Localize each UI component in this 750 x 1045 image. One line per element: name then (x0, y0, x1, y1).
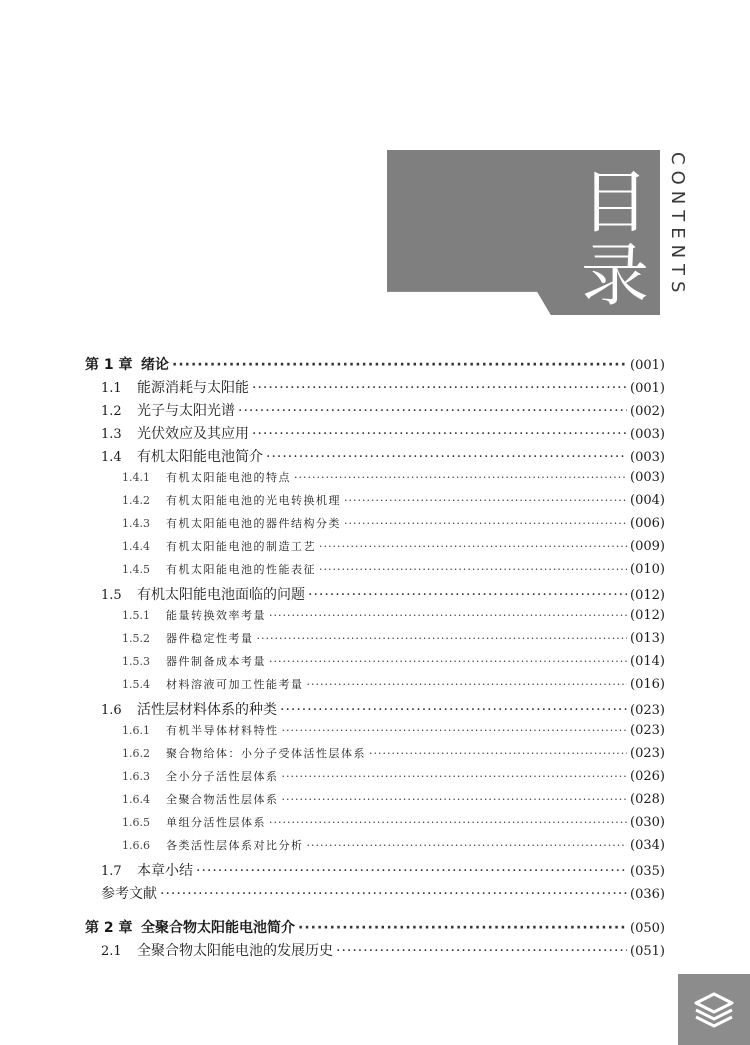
toc-title: 能量转换效率考量 (166, 609, 266, 622)
toc-subsection[interactable] (122, 469, 665, 485)
toc-leader-dots (319, 563, 627, 576)
toc-leader-dots (344, 494, 627, 507)
toc-subsection[interactable] (122, 607, 665, 623)
toc-number: 2.1 (101, 944, 122, 959)
toc-title: 有机太阳能电池的特点 (166, 471, 291, 484)
toc-leader-dots (336, 943, 627, 959)
toc-page-number: (030) (630, 815, 665, 830)
toc-leader-dots (282, 724, 628, 737)
toc-number: 1.5.1 (122, 609, 150, 622)
toc-page-number: (002) (630, 404, 665, 419)
toc-page-number: (023) (630, 723, 665, 738)
toc-leader-dots (269, 816, 627, 829)
toc-number: 1.4.2 (122, 494, 150, 507)
toc-leader-dots (307, 839, 628, 852)
toc-subsection[interactable] (122, 745, 665, 761)
toc-section[interactable] (101, 699, 665, 719)
toc-leader-dots (280, 702, 627, 718)
toc-title: 有机太阳能电池的光电转换机理 (166, 494, 341, 507)
toc-number: 1.4.5 (122, 563, 150, 576)
toc-section[interactable] (101, 860, 665, 880)
toc-chapter[interactable] (85, 917, 665, 937)
toc-leader-dots (282, 770, 628, 783)
toc-leader-dots (238, 403, 627, 419)
toc-subsection[interactable] (122, 814, 665, 830)
toc-subsection[interactable] (122, 768, 665, 784)
toc-title: 聚合物给体：小分子受体活性层体系 (166, 747, 366, 760)
toc-number: 1.1 (101, 381, 122, 396)
layers-icon (692, 988, 736, 1032)
toc-title: 有机太阳能电池面临的问题 (137, 587, 305, 603)
toc-title: 有机太阳能电池的性能表征 (166, 563, 316, 576)
toc-number: 1.6.2 (122, 747, 150, 760)
toc-page-number: (010) (630, 562, 665, 577)
toc-leader-dots (252, 380, 627, 396)
toc-leader-dots (269, 609, 627, 622)
toc-leader-dots (269, 655, 627, 668)
toc-section[interactable] (101, 377, 665, 397)
toc-page-number: (026) (630, 769, 665, 784)
toc-title: 光伏效应及其应用 (137, 426, 249, 442)
page-title-char-1: 目 (580, 164, 649, 243)
toc-title: 有机太阳能电池简介 (137, 449, 263, 465)
toc-subsection[interactable] (122, 515, 665, 531)
toc-page-number: (001) (630, 358, 665, 373)
toc-subsection[interactable] (122, 791, 665, 807)
toc-page-number: (014) (630, 654, 665, 669)
toc-leader-dots (344, 517, 627, 530)
toc-subsection[interactable] (122, 676, 665, 692)
toc-title: 本章小结 (137, 863, 193, 879)
toc-number: 1.4.3 (122, 517, 150, 530)
toc-leader-dots (266, 449, 627, 465)
toc-subsection[interactable] (122, 538, 665, 554)
toc-page-number: (034) (630, 838, 665, 853)
toc-subsection[interactable] (122, 630, 665, 646)
toc-title: 各类活性层体系对比分析 (166, 839, 304, 852)
toc-page-number: (006) (630, 516, 665, 531)
toc-leader-dots (257, 632, 628, 645)
toc-number: 1.4.4 (122, 540, 150, 553)
toc-page-number: (028) (630, 792, 665, 807)
toc-subsection[interactable] (122, 837, 665, 853)
toc-leader-dots (252, 426, 627, 442)
toc-title: 光子与太阳光谱 (137, 403, 235, 419)
toc-leader-dots (172, 357, 627, 373)
toc-title: 绪论 (141, 357, 169, 373)
toc-title: 器件稳定性考量 (166, 632, 254, 645)
toc-title: 全小分子活性层体系 (166, 770, 279, 783)
toc-page-number: (016) (630, 677, 665, 692)
toc-page-number: (036) (630, 887, 665, 902)
toc-number: 第 1 章 (85, 357, 133, 373)
toc-page-number: (004) (630, 493, 665, 508)
toc-page-number: (012) (630, 608, 665, 623)
toc-section[interactable] (101, 584, 665, 604)
toc-section[interactable] (101, 940, 665, 960)
toc-leader-dots (308, 587, 627, 603)
toc-leader-dots (307, 678, 628, 691)
toc-title: 全聚合物活性层体系 (166, 793, 279, 806)
toc-number: 1.6.1 (122, 724, 150, 737)
toc-leader-dots (282, 793, 628, 806)
toc-section[interactable] (101, 883, 665, 903)
page-title-char-2: 录 (580, 237, 649, 316)
toc-number: 1.6.5 (122, 816, 150, 829)
toc-leader-dots (298, 920, 627, 936)
toc-title: 有机半导体材料特性 (166, 724, 279, 737)
contents-label: CONTENTS (667, 152, 688, 299)
toc-number: 1.4 (101, 450, 122, 465)
toc-subsection[interactable] (122, 722, 665, 738)
toc-page-number: (003) (630, 450, 665, 465)
toc-page-number: (003) (630, 427, 665, 442)
toc-title: 材料溶液可加工性能考量 (166, 678, 304, 691)
toc-page-number: (035) (630, 864, 665, 879)
toc-number: 1.7 (101, 864, 122, 879)
toc-page-number: (050) (630, 921, 665, 936)
toc-section[interactable] (101, 400, 665, 420)
toc-number: 1.5.4 (122, 678, 150, 691)
toc-number: 1.5.3 (122, 655, 150, 668)
toc-number: 1.6.6 (122, 839, 150, 852)
toc-number: 1.3 (101, 427, 122, 442)
toc-leader-dots (160, 886, 627, 902)
toc-number: 1.6 (101, 703, 122, 718)
toc-number: 第 2 章 (85, 920, 133, 936)
toc-title: 全聚合物太阳能电池简介 (141, 920, 295, 936)
toc-page-number: (009) (630, 539, 665, 554)
toc-subsection[interactable] (122, 561, 665, 577)
toc-section[interactable] (101, 423, 665, 443)
toc-page-number: (012) (630, 588, 665, 603)
toc-subsection[interactable] (122, 492, 665, 508)
toc-leader-dots (196, 863, 627, 879)
toc-page-number: (051) (630, 944, 665, 959)
toc-leader-dots (294, 471, 627, 484)
toc-title: 活性层材料体系的种类 (137, 702, 277, 718)
toc-section[interactable] (101, 446, 665, 466)
toc-number: 1.4.1 (122, 471, 150, 484)
toc-number: 1.5 (101, 588, 122, 603)
toc-title: 有机太阳能电池的制造工艺 (166, 540, 316, 553)
toc-leader-dots (369, 747, 627, 760)
toc-page-number: (001) (630, 381, 665, 396)
toc-number: 1.6.3 (122, 770, 150, 783)
toc-title: 器件制备成本考量 (166, 655, 266, 668)
toc-title: 单组分活性层体系 (166, 816, 266, 829)
toc-leader-dots (319, 540, 627, 553)
toc-page-number: (013) (630, 631, 665, 646)
toc-chapter[interactable] (85, 354, 665, 374)
toc-page-number: (023) (630, 703, 665, 718)
toc-number: 1.2 (101, 404, 122, 419)
toc-page-number: (003) (630, 470, 665, 485)
toc-title: 参考文献 (101, 886, 157, 902)
toc-page-number: (023) (630, 746, 665, 761)
toc-title: 能源消耗与太阳能 (137, 380, 249, 396)
toc-subsection[interactable] (122, 653, 665, 669)
toc-number: 1.6.4 (122, 793, 150, 806)
toc-title: 全聚合物太阳能电池的发展历史 (137, 943, 333, 959)
toc-title: 有机太阳能电池的器件结构分类 (166, 517, 341, 530)
toc-number: 1.5.2 (122, 632, 150, 645)
layers-button[interactable] (678, 974, 750, 1045)
